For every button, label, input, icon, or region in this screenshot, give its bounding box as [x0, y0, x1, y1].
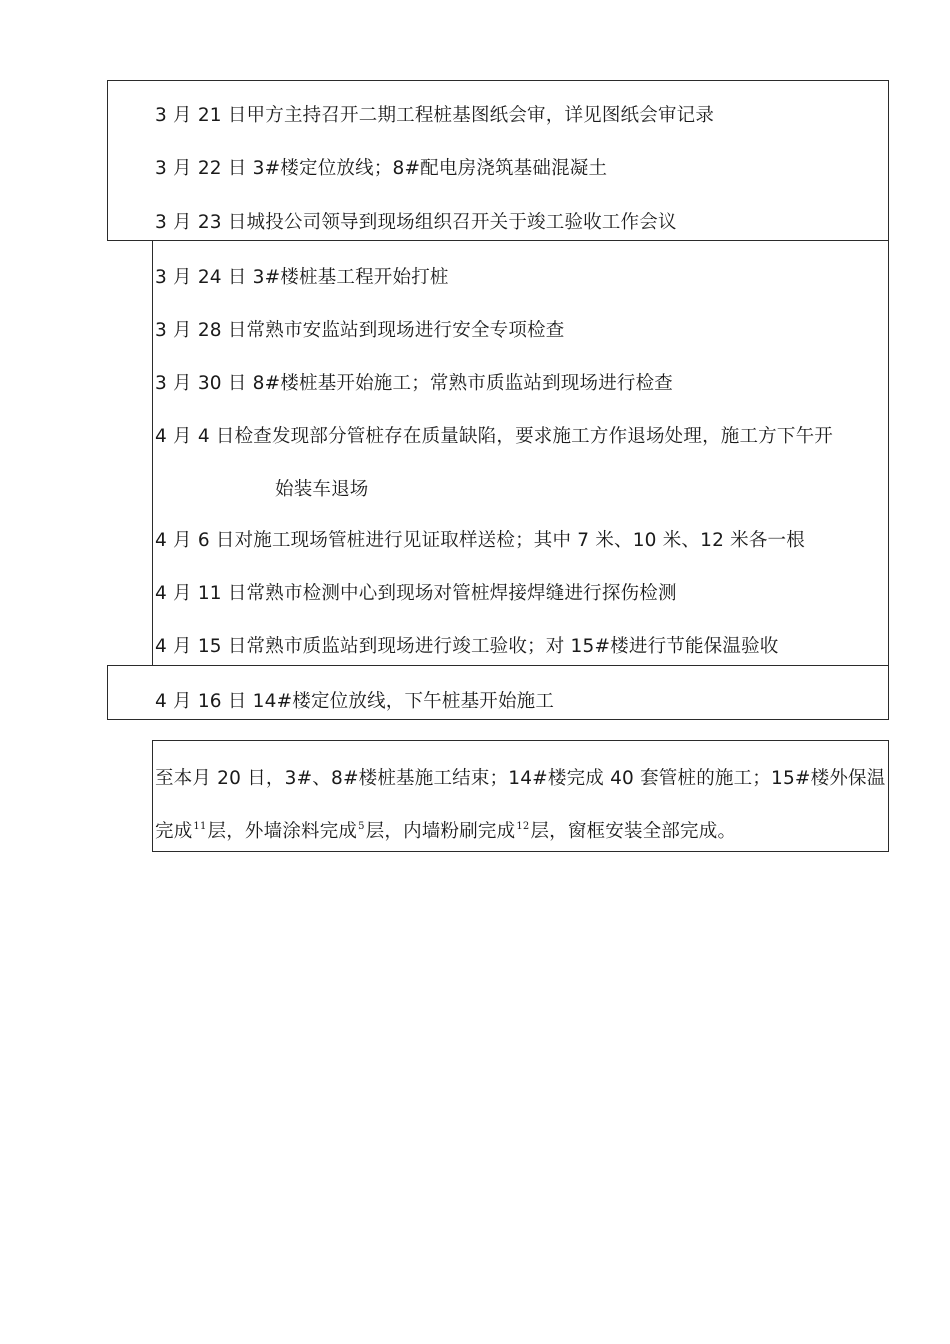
- summary-text: 层，内墙粉刷完成: [365, 821, 516, 842]
- log-entry: 4 月 11 日常熟市检测中心到现场对管桩焊接焊缝进行探伤检测: [155, 583, 677, 604]
- log-entry: 4 月 16 日 14#楼定位放线，下午桩基开始施工: [155, 691, 555, 712]
- summary-text: 层，外墙涂料完成: [207, 821, 358, 842]
- floor-count: 5: [358, 821, 365, 832]
- summary-text: 完成: [155, 821, 193, 842]
- log-entry: 3 月 30 日 8#楼桩基开始施工；常熟市质监站到现场进行检查: [155, 373, 674, 394]
- log-entry-continuation: 始装车退场: [275, 479, 369, 500]
- log-entry: 3 月 21 日甲方主持召开二期工程桩基图纸会审，详见图纸会审记录: [155, 105, 715, 126]
- log-entry: 4 月 6 日对施工现场管桩进行见证取样送检；其中 7 米、10 米、12 米各一根: [155, 530, 805, 551]
- summary-line-1: 至本月 20 日，3#、8#楼桩基施工结束；14#楼完成 40 套管桩的施工；15#楼外保温: [155, 768, 886, 789]
- summary-line-2: [155, 820, 736, 847]
- floor-count: 11: [193, 821, 207, 832]
- log-entry: 3 月 28 日常熟市安监站到现场进行安全专项检查: [155, 320, 565, 341]
- summary-text: 层，窗框安装全部完成。: [530, 821, 737, 842]
- log-entry: 3 月 23 日城投公司领导到现场组织召开关于竣工验收工作会议: [155, 212, 677, 233]
- log-entry: 3 月 24 日 3#楼桩基工程开始打桩: [155, 267, 449, 288]
- log-entry: 4 月 4 日检查发现部分管桩存在质量缺陷，要求施工方作退场处理，施工方下午开: [155, 426, 833, 447]
- log-entry: 3 月 22 日 3#楼定位放线；8#配电房浇筑基础混凝土: [155, 158, 608, 179]
- log-entry: 4 月 15 日常熟市质监站到现场进行竣工验收；对 15#楼进行节能保温验收: [155, 636, 779, 657]
- floor-count: 12: [516, 821, 530, 832]
